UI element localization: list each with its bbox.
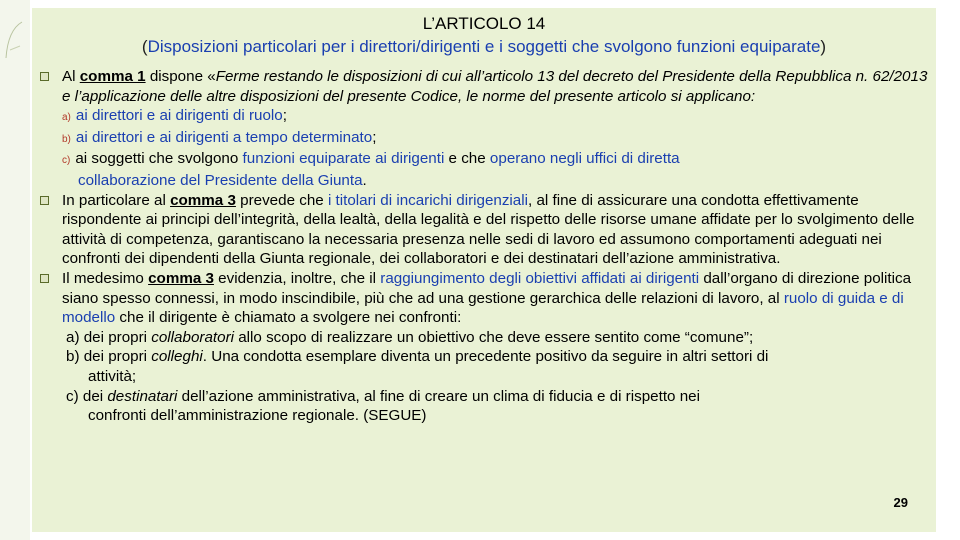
text: c) dei <box>66 387 108 405</box>
text: b) dei propri <box>66 348 152 366</box>
title-subject: Disposizioni particolari per i direttori/dirigenti e i soggetti che svolgono funzioni equiparate <box>147 37 821 56</box>
item-text: ai direttori e ai dirigenti di ruolo <box>75 107 283 125</box>
text: . <box>362 171 367 189</box>
text: evidenzia, inoltre, che il <box>213 269 381 287</box>
quote-text: Ferme restando le disposizioni di cui all’articolo 13 del decreto del Presidente della Repubblica n. 62/2013 e l’applicazione delle altre disposizioni del presente Codice, le norme del presente articolo si applicano: <box>62 68 928 105</box>
confronti-item-c <box>40 387 935 407</box>
square-bullet-icon <box>40 196 49 205</box>
item-text: operano negli uffici di diretta <box>489 150 680 168</box>
square-bullet-icon <box>40 72 49 81</box>
page-number: 29 <box>893 495 908 510</box>
text: ai soggetti che svolgono <box>75 150 243 168</box>
italic-text: colleghi <box>151 348 203 366</box>
comma-ref: comma 3 <box>170 191 236 209</box>
text: dell’azione amministrativa, al fine di creare un clima di fiducia e di rispetto nei <box>177 387 700 405</box>
text: , al fine di assicurare una condotta effettivamente rispondente ai principi dell’integrità, della lealtà, della legalità e del rispetto delle risorse umane affidate per lo svolgimento delle attività di competenza, garantiscano la necessaria presenza nelle sedi di lavoro ed assumono comportamenti adeguati nei confronti dei dipendenti della Giunta regionale, dei collaboratori e dei destinatari dell’azione amministrativa. <box>62 191 915 268</box>
text: e che <box>444 150 490 168</box>
list-item-c <box>40 149 935 171</box>
list-item-a <box>40 106 935 128</box>
title-line2 <box>32 35 936 58</box>
list-item-c-continuation <box>40 171 935 191</box>
square-bullet-icon <box>40 274 49 283</box>
bullet-comma-1 <box>40 67 935 106</box>
text: prevede che <box>235 191 328 209</box>
list-item-b <box>40 128 935 150</box>
text: ; <box>372 128 377 146</box>
italic-text: destinatari <box>107 387 178 405</box>
text: Al <box>62 68 80 85</box>
item-marker: b) <box>62 133 71 145</box>
text: ; <box>282 107 287 125</box>
text: che il dirigente è chiamato a svolgere nei confronti: <box>115 309 462 327</box>
highlight-text: raggiungimento degli obiettivi affidati ai dirigenti <box>380 269 700 287</box>
item-text: collaborazione del Presidente della Giunta <box>78 171 363 189</box>
italic-text: collaboratori <box>151 328 234 346</box>
text: dispone « <box>145 68 216 85</box>
decorative-curve-icon <box>4 20 24 60</box>
highlight-text: ruolo di guida e di modello <box>62 289 904 327</box>
text: dall’organo di direzione politica siano spesso connessi, in modo inscindibile, più che ad una gestione gerarchica delle relazioni di lavoro, al <box>62 269 912 307</box>
bullet-comma-3-obiettivi <box>40 269 935 328</box>
title-paren-close: ) <box>820 37 827 56</box>
item-marker: a) <box>62 112 71 124</box>
text: In particolare al <box>62 191 171 209</box>
slide-title <box>32 12 936 58</box>
title-line1: L’ARTICOLO 14 <box>422 14 546 33</box>
comma-ref: comma 3 <box>148 269 214 287</box>
confronti-item-c-continuation: confronti dell’amministrazione regionale. (SEGUE) <box>88 407 427 425</box>
comma-ref: comma 1 <box>79 68 146 85</box>
text: . Una condotta esemplare diventa un precedente positivo da seguire in altri settori di <box>202 348 769 366</box>
text: allo scopo di realizzare un obiettivo che deve essere sentito come “comune”; <box>234 328 754 346</box>
left-decoration-strip <box>0 0 30 540</box>
slide-body <box>40 67 935 426</box>
title-paren-open: ( <box>141 37 148 56</box>
highlight-text: i titolari di incarichi dirigenziali <box>327 191 529 209</box>
text: Il medesimo <box>62 269 149 287</box>
confronti-item-b <box>40 347 935 367</box>
bullet-comma-3-condotta <box>40 191 935 269</box>
text: a) dei propri <box>66 328 152 346</box>
confronti-item-a <box>40 328 935 348</box>
confronti-item-b-continuation: attività; <box>88 367 137 385</box>
item-marker: c) <box>62 155 71 167</box>
item-text: funzioni equiparate ai dirigenti <box>242 150 445 168</box>
item-text: ai direttori e ai dirigenti a tempo determinato <box>75 128 373 146</box>
